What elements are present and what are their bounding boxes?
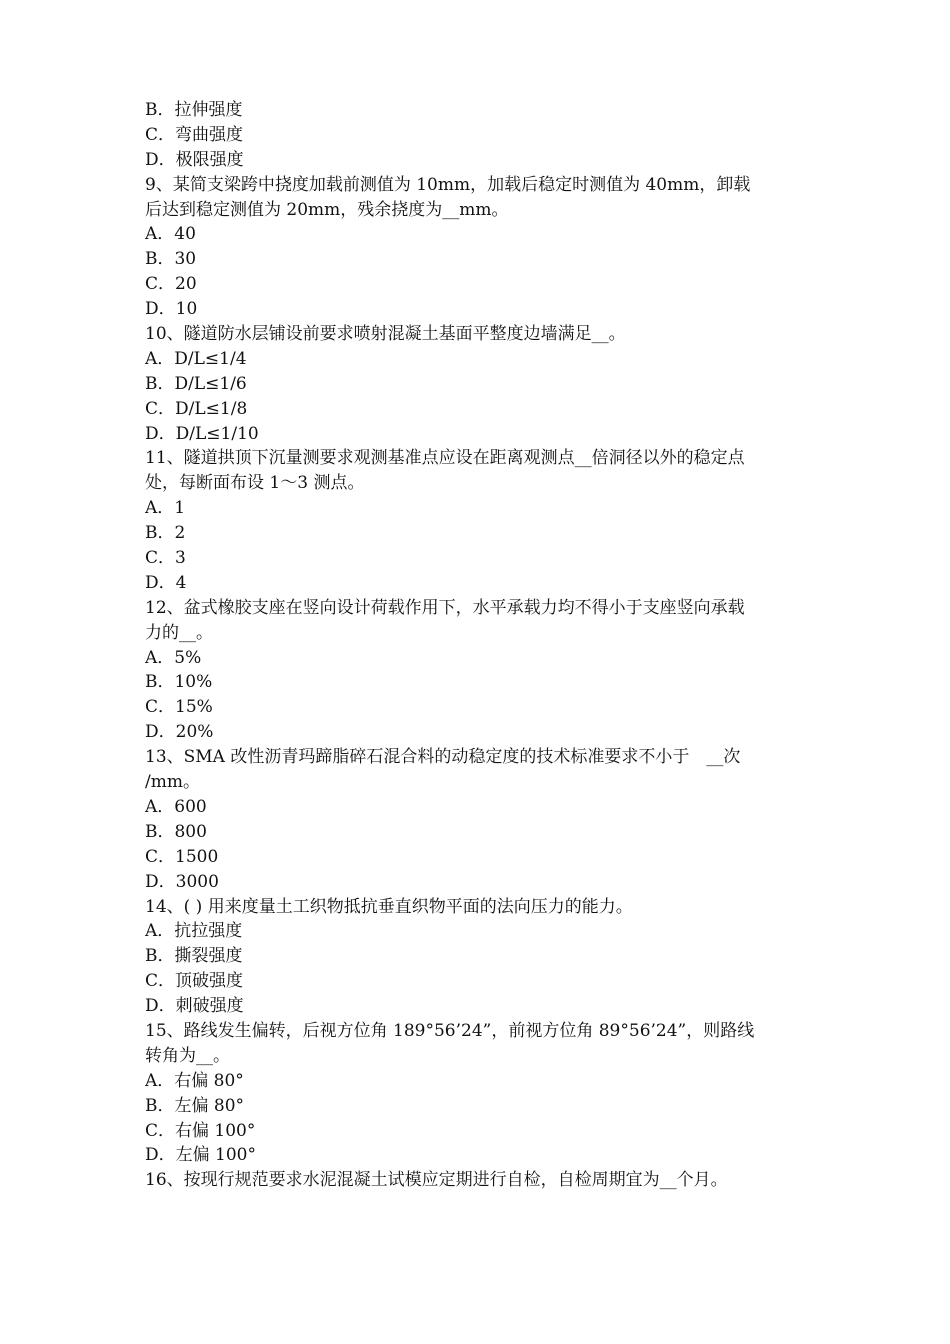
question-16 <box>145 1168 810 1193</box>
option-d: D．左偏 100° <box>145 1145 256 1166</box>
question-14 <box>145 895 810 1019</box>
option-b: B．10% <box>145 672 213 693</box>
option-line: C．弯曲强度 <box>145 124 244 145</box>
option-c: C．D/L≤1/8 <box>145 398 248 419</box>
question-text-line: 9、某简支梁跨中挠度加载前测值为 10mm，加载后稳定时测值为 40mm，卸载 <box>145 174 751 195</box>
question-text-line: 11、隧道拱顶下沉量测要求观测基准点应设在距离观测点__倍洞径以外的稳定点 <box>145 448 745 469</box>
option-d: D．刺破强度 <box>145 996 244 1017</box>
question-13 <box>145 745 810 894</box>
question-text-line: 13、SMA 改性沥青玛蹄脂碎石混合料的动稳定度的技术标准要求不小于 __次 <box>145 747 741 768</box>
option-a: A．右偏 80° <box>145 1070 244 1091</box>
question-12 <box>145 596 810 745</box>
question-text-line: 12、盆式橡胶支座在竖向设计荷载作用下，水平承载力均不得小于支座竖向承载 <box>145 597 745 618</box>
option-b: B．30 <box>145 249 197 270</box>
option-c: C．15% <box>145 697 213 718</box>
question-text-line: 转角为__。 <box>145 1045 230 1066</box>
option-b: B．D/L≤1/6 <box>145 373 247 394</box>
question-text-line: 力的__。 <box>145 622 213 643</box>
option-d: D．4 <box>145 572 187 593</box>
option-a: A．D/L≤1/4 <box>145 348 247 369</box>
question-text-line: /mm。 <box>145 772 200 793</box>
question-9 <box>145 173 810 322</box>
option-a: A．600 <box>145 796 207 817</box>
question-15 <box>145 1019 810 1168</box>
question-text-line: 15、路线发生偏转，后视方位角 189°56’24”，前视方位角 89°56’24”，则路线 <box>145 1020 755 1041</box>
option-c: C．右偏 100° <box>145 1120 256 1141</box>
option-b: B．左偏 80° <box>145 1095 245 1116</box>
option-c: C．20 <box>145 274 197 295</box>
option-d: D．10 <box>145 299 198 320</box>
question-text-line: 处，每断面布设 1～3 测点。 <box>145 473 365 494</box>
option-b: B．800 <box>145 821 207 842</box>
question-11 <box>145 446 810 595</box>
question-text-line: 后达到稳定测值为 20mm，残余挠度为__mm。 <box>145 199 509 220</box>
option-line: D．极限强度 <box>145 149 244 170</box>
option-a: A．40 <box>145 224 196 245</box>
option-b: B．撕裂强度 <box>145 946 243 967</box>
option-b: B．2 <box>145 523 186 544</box>
option-c: C．顶破强度 <box>145 971 244 992</box>
question-10 <box>145 322 810 446</box>
option-d: D．20% <box>145 722 214 743</box>
document-body <box>145 98 810 1193</box>
option-c: C．1500 <box>145 846 219 867</box>
option-line: B．拉伸强度 <box>145 100 243 120</box>
question-text-line: 14、( ) 用来度量土工织物抵抗垂直织物平面的法向压力的能力。 <box>145 896 633 917</box>
option-a: A．1 <box>145 498 186 519</box>
option-a: A．抗拉强度 <box>145 921 243 942</box>
option-d: D．D/L≤1/10 <box>145 423 259 444</box>
question-text-line: 16、按现行规范要求水泥混凝土试模应定期进行自检，自检周期宜为__个月。 <box>145 1170 728 1191</box>
option-c: C．3 <box>145 548 186 569</box>
option-d: D．3000 <box>145 871 219 892</box>
option-a: A．5% <box>145 647 202 668</box>
question-text-line: 10、隧道防水层铺设前要求喷射混凝土基面平整度边墙满足__。 <box>145 324 626 345</box>
